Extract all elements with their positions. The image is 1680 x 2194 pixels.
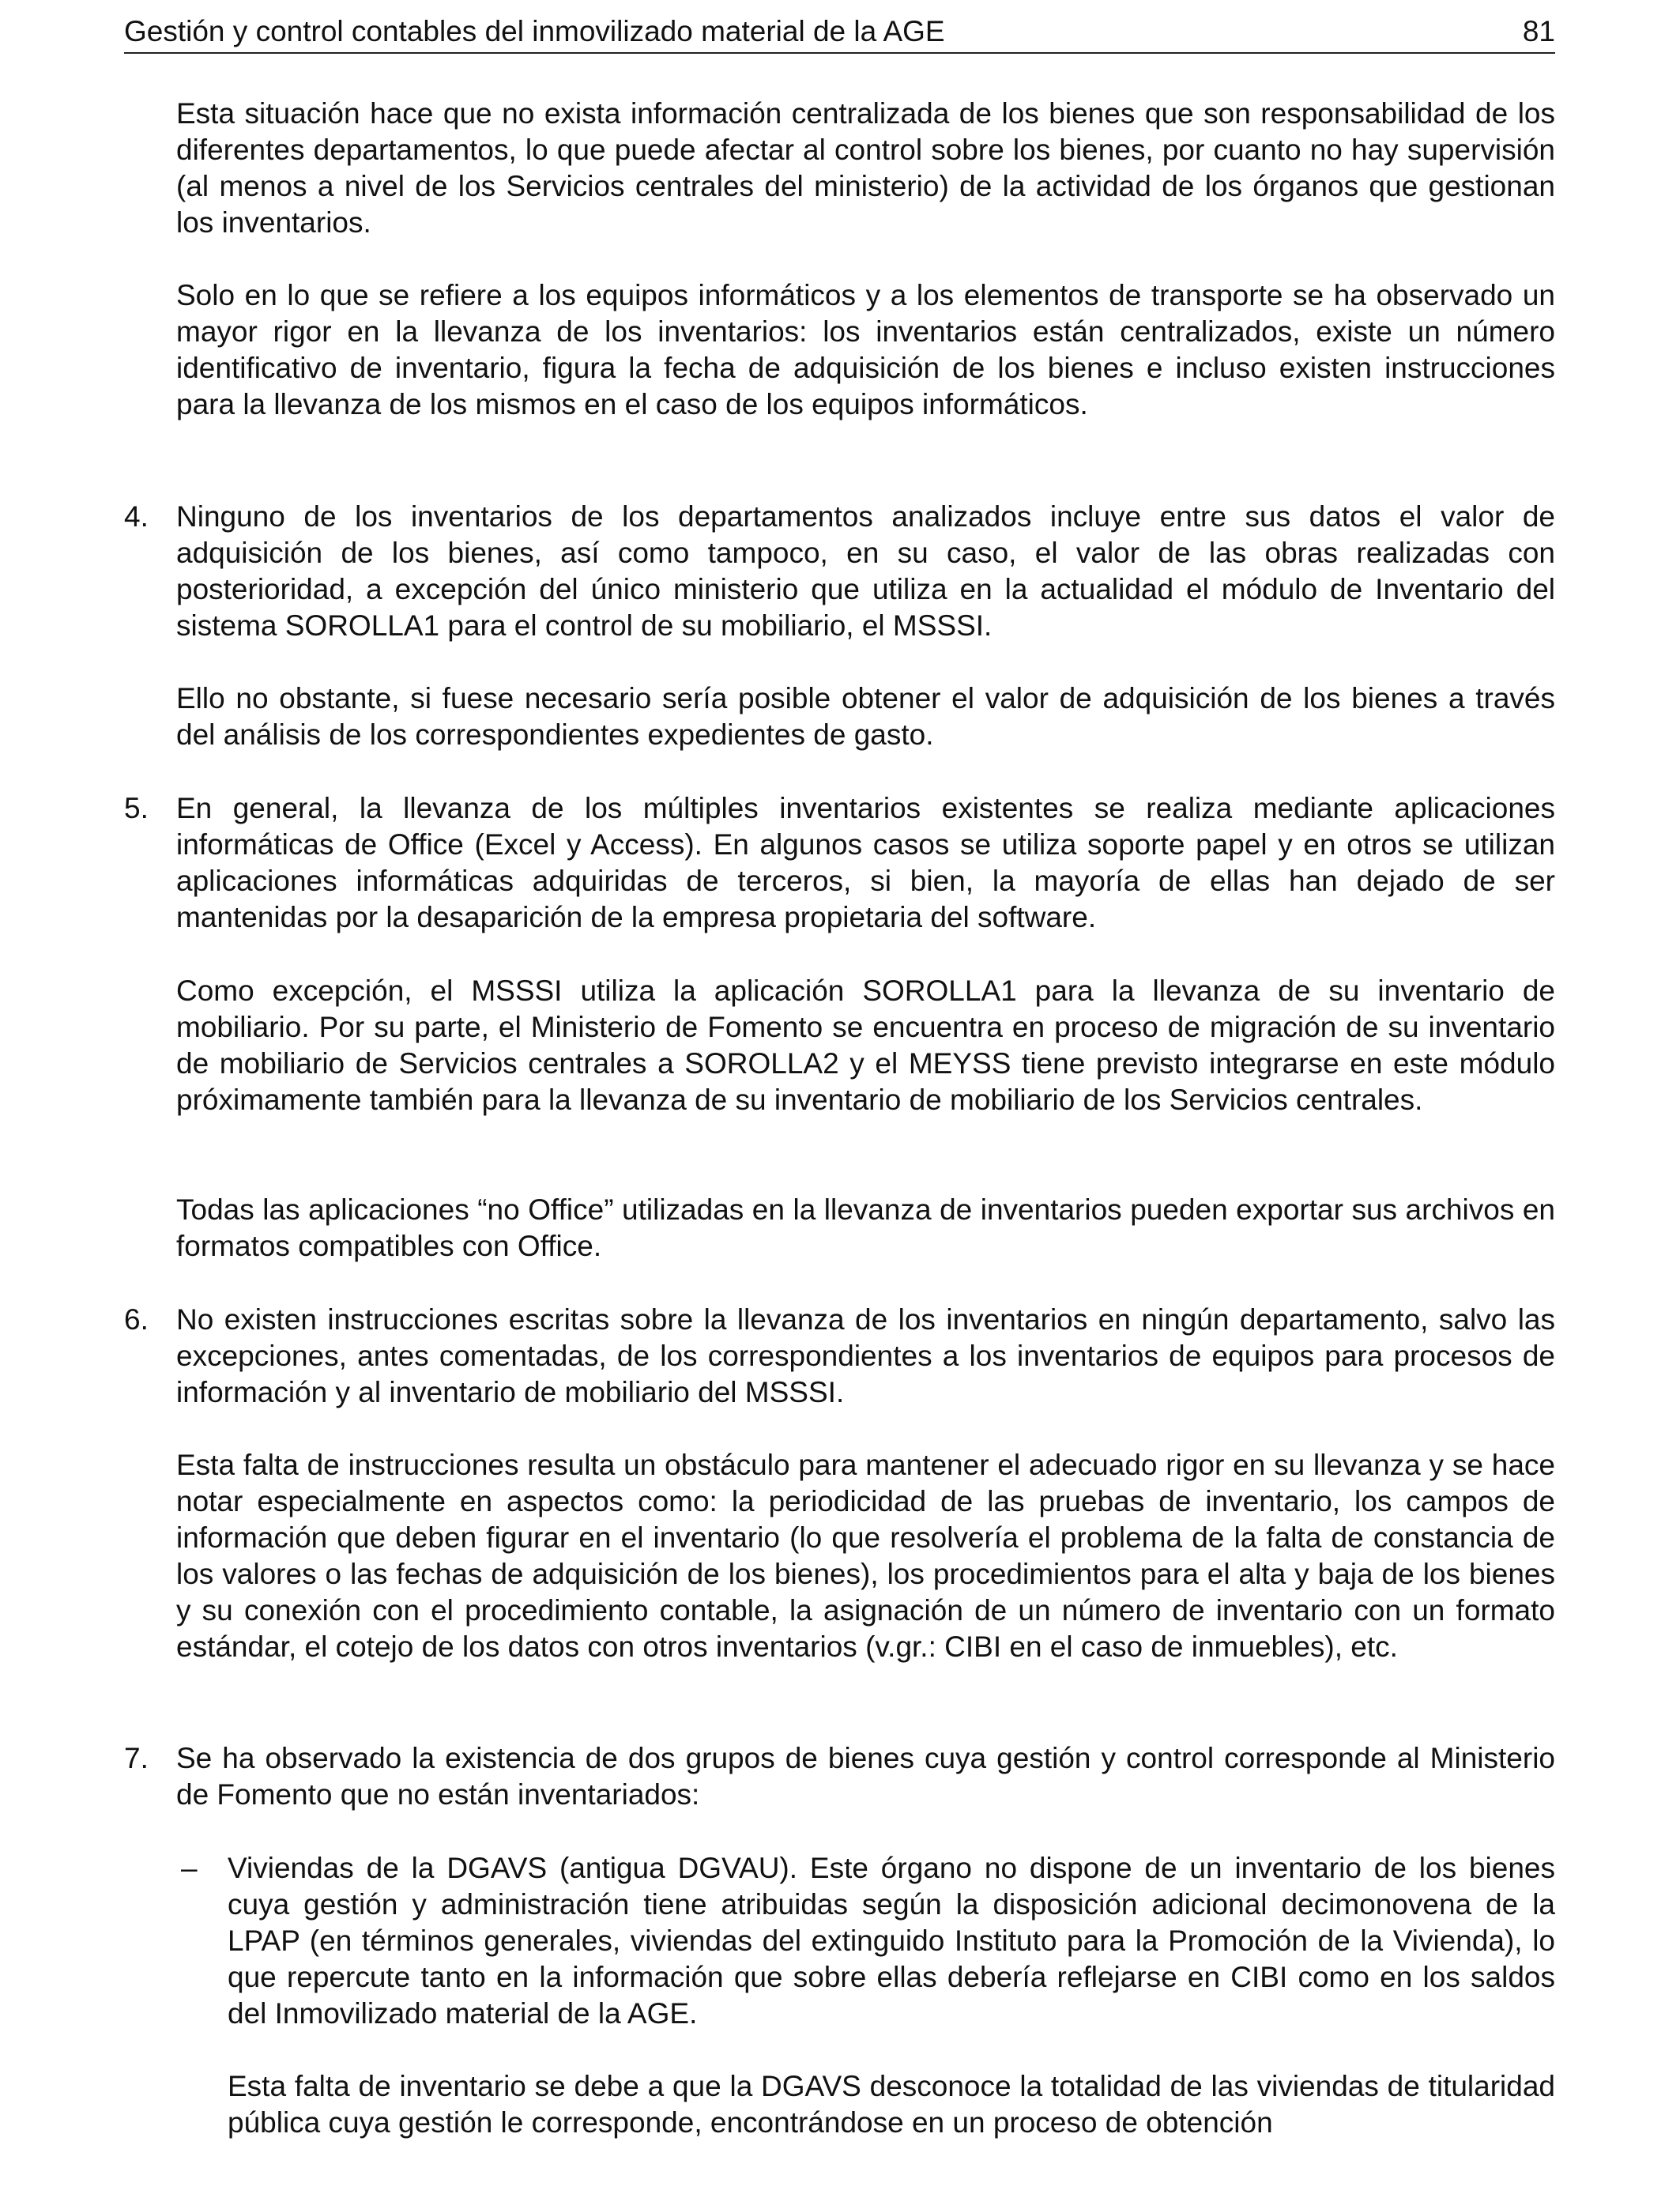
list-number: 7. xyxy=(124,1742,149,1774)
paragraph: Esta situación hace que no exista información centralizada de los bienes que son responsabilidad de los diferentes departamentos, lo que puede afectar al control sobre los bienes, por cuanto no hay supervisión (al menos a nivel de los Servicios centrales del ministerio) de la actividad de los órganos que gestionan los inventarios. xyxy=(176,97,1555,239)
list-number: 6. xyxy=(124,1303,149,1336)
page-header xyxy=(124,11,1555,54)
paragraph: En general, la llevanza de los múltiples inventarios existentes se realiza mediante aplicaciones informáticas de Office (Excel y Access). En algunos casos se utiliza soporte papel y en otros se utilizan aplicaciones informáticas adquiridas de terceros, si bien, la mayoría de ellas han dejado de ser mantenidas por la desaparición de la empresa propietaria del software. xyxy=(176,792,1555,933)
list-number: 5. xyxy=(124,792,149,824)
paragraph: Todas las aplicaciones “no Office” utilizadas en la llevanza de inventarios pueden exportar sus archivos en formatos compatibles con Office. xyxy=(176,1193,1555,1262)
header-title: Gestión y control contables del inmovilizado material de la AGE xyxy=(124,15,945,47)
paragraph: Ello no obstante, si fuese necesario sería posible obtener el valor de adquisición de los bienes a través del análisis de los correspondientes expedientes de gasto. xyxy=(176,682,1555,751)
list-number: 4. xyxy=(124,500,149,533)
paragraph: Solo en lo que se refiere a los equipos informáticos y a los elementos de transporte se ha observado un mayor rigor en la llevanza de los inventarios: los inventarios están centralizados, existe un número identificativo de inventario, figura la fecha de adquisición de los bienes e incluso existen instrucciones para la llevanza de los mismos en el caso de los equipos informáticos. xyxy=(176,279,1555,420)
paragraph: Como excepción, el MSSSI utiliza la aplicación SOROLLA1 para la llevanza de su inventario de mobiliario. Por su parte, el Ministerio de Fomento se encuentra en proceso de migración de su inventario de mobiliario de Servicios centrales a SOROLLA2 y el MEYSS tiene previsto integrarse en este módulo próximamente también para la llevanza de su inventario de mobiliario de los Servicios centrales. xyxy=(176,974,1555,1116)
bullet-dash: – xyxy=(181,1852,198,1884)
paragraph: No existen instrucciones escritas sobre la llevanza de los inventarios en ningún departamento, salvo las excepciones, antes comentadas, de los correspondientes a los inventarios de equipos para procesos de información y al inventario de mobiliario del MSSSI. xyxy=(176,1303,1555,1408)
page-number: 81 xyxy=(1522,15,1555,47)
paragraph: Ninguno de los inventarios de los departamentos analizados incluye entre sus datos el valor de adquisición de los bienes, así como tampoco, en su caso, el valor de las obras realizadas con posterioridad, a excepción del único ministerio que utiliza en la actualidad el módulo de Inventario del sistema SOROLLA1 para el control de su mobiliario, el MSSSI. xyxy=(176,500,1555,642)
paragraph: Esta falta de instrucciones resulta un obstáculo para mantener el adecuado rigor en su llevanza y se hace notar especialmente en aspectos como: la periodicidad de las pruebas de inventario, los campos de información que deben figurar en el inventario (lo que resolvería el problema de la falta de constancia de los valores o las fechas de adquisición de los bienes), los procedimientos para el alta y baja de los bienes y su conexión con el procedimiento contable, la asignación de un número de inventario con un formato estándar, el cotejo de los datos con otros inventarios (v.gr.: CIBI en el caso de inmuebles), etc. xyxy=(176,1449,1555,1663)
paragraph: Se ha observado la existencia de dos grupos de bienes cuya gestión y control corresponde al Ministerio de Fomento que no están inventariados: xyxy=(176,1742,1555,1811)
paragraph: Esta falta de inventario se debe a que la DGAVS desconoce la totalidad de las viviendas de titularidad pública cuya gestión le corresponde, encontrándose en un proceso de obtención xyxy=(228,2070,1555,2139)
paragraph: Viviendas de la DGAVS (antigua DGVAU). Este órgano no dispone de un inventario de los bienes cuya gestión y administración tiene atribuidas según la disposición adicional decimonovena de la LPAP (en términos generales, viviendas del extinguido Instituto para la Promoción de la Vivienda), lo que repercute tanto en la información que sobre ellas debería reflejarse en CIBI como en los saldos del Inmovilizado material de la AGE. xyxy=(228,1852,1555,2030)
